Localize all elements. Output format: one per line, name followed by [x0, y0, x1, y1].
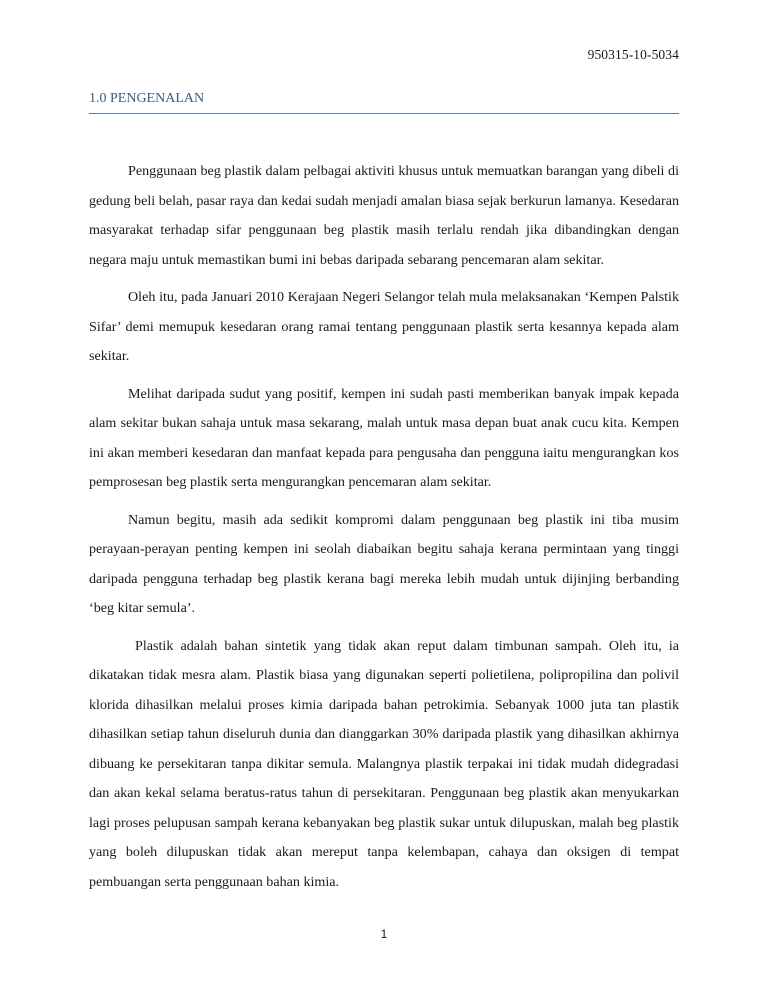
paragraph: Melihat daripada sudut yang positif, kempen ini sudah pasti memberikan banyak impak kepada alam sekitar bukan sahaja untuk masa sekarang, malah untuk masa depan buat anak cucu kita. Kempen ini akan memberi kesedaran dan manfaat kepada para pengusaha dan pengguna iaitu mengurangkan kos pemprosesan beg plastik serta mengurangkan pencemaran alam sekitar.: [89, 385, 679, 490]
paragraph: Penggunaan beg plastik dalam pelbagai aktiviti khusus untuk memuatkan barangan yang dibeli di gedung beli belah, pasar raya dan kedai sudah menjadi amalan biasa sejak berkurun lamanya. Kesedaran masyarakat terhadap sifar penggunaan beg plastik masih terlalu rendah jika dibandingkan dengan negara maju untuk memastikan bumi ini bebas daripada sebarang pencemaran alam sekitar.: [89, 163, 679, 268]
paragraph: Oleh itu, pada Januari 2010 Kerajaan Negeri Selangor telah mula melaksanakan ‘Kempen Palstik Sifar’ demi memupuk kesedaran orang ramai tentang penggunaan plastik serta kesannya kepada alam sekitar.: [89, 289, 679, 364]
page-number: 1: [380, 927, 388, 941]
paragraph: Namun begitu, masih ada sedikit kompromi dalam penggunaan beg plastik ini tiba musim perayaan-perayan penting kempen ini seolah diabaikan begitu sahaja kerana permintaan yang tinggi daripada pengguna terhadap beg plastik kerana bagi mereka lebih mudah untuk dijinjing berbanding ‘beg kitar semula’.: [89, 511, 679, 616]
body-text: [89, 157, 679, 905]
paragraph: Plastik adalah bahan sintetik yang tidak akan reput dalam timbunan sampah. Oleh itu, ia dikatakan tidak mesra alam. Plastik biasa yang digunakan seperti polietilena, polipropilina dan polivil klorida dihasilkan melalui proses kimia daripada bahan petrokimia. Sebanyak 1000 juta tan plastik dihasilkan setiap tahun diseluruh dunia dan dianggarkan 30% daripada plastik yang dihasilkan akhirnya dibuang ke persekitaran tanpa dikitar semula. Malangnya plastik terpakai ini tidak mudah didegradasi dan akan kekal selama beratus-ratus tahun di persekitaran. Penggunaan beg plastik akan menyukarkan lagi proses pelupusan sampah kerana kebanyakan beg plastik sukar untuk dilupuskan, malah beg plastik yang boleh dilupuskan tidak akan mereput tanpa kelembapan, cahaya dan oksigen di tempat pembuangan serta penggunaan bahan kimia.: [89, 637, 679, 890]
header-id-number: 950315-10-5034: [587, 47, 679, 62]
section-heading: 1.0 PENGENALAN: [89, 91, 679, 114]
